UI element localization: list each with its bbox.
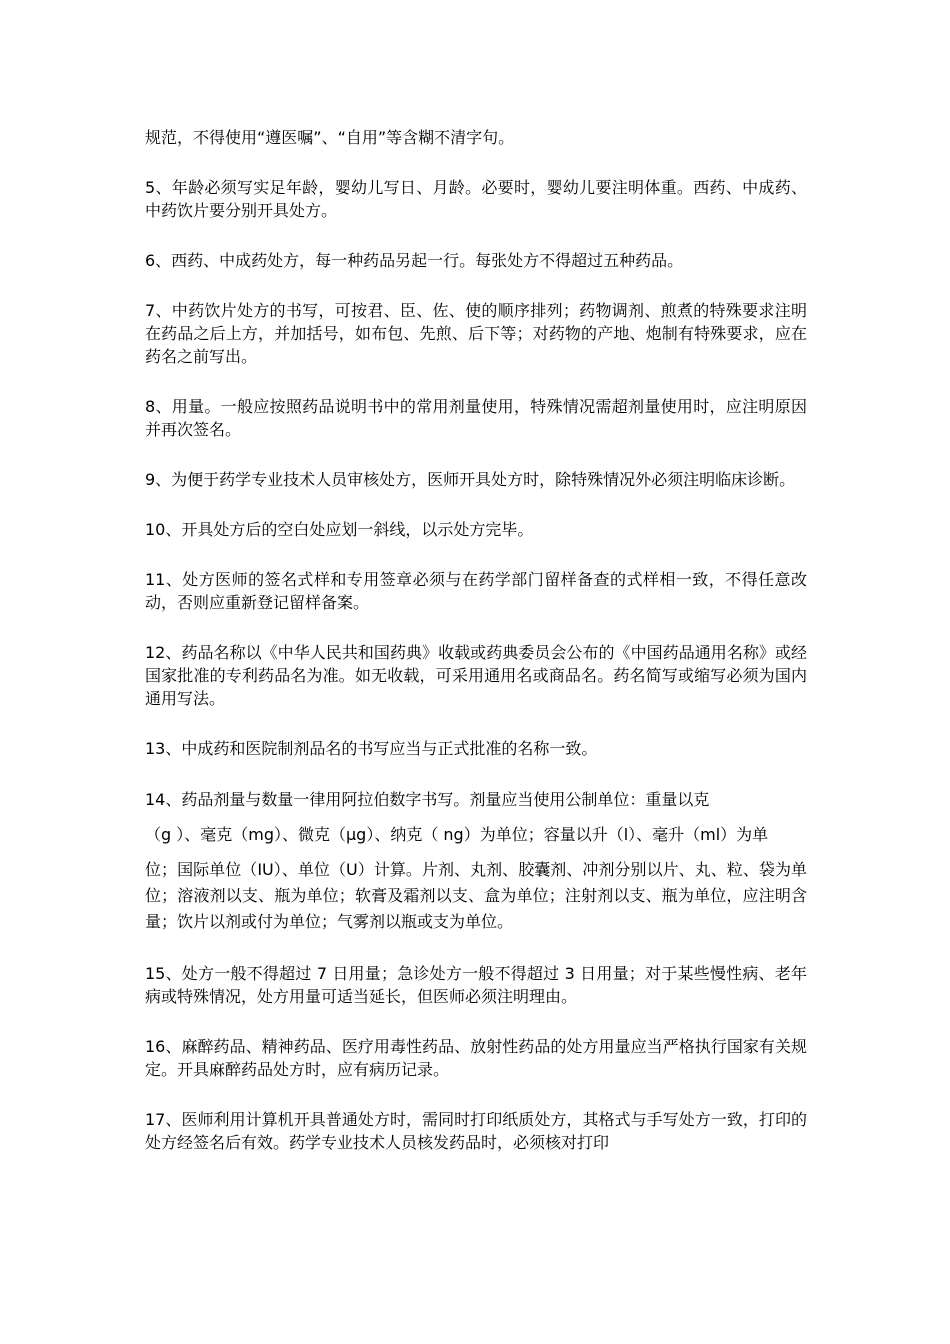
paragraph-13: 13、中成药和医院制剂品名的书写应当与正式批准的名称一致。 [145, 739, 598, 758]
paragraph-14-line-1: 14、药品剂量与数量一律用阿拉伯数字书写。剂量应当使用公制单位：重量以克 [145, 790, 710, 809]
paragraph-5: 5、年龄必须写实足年龄，婴幼儿写日、月龄。必要时，婴幼儿要注明体重。西药、中成药、中药饮片要分别开具处方。 [145, 178, 807, 220]
paragraph-14 [145, 787, 807, 935]
paragraph-10: 10、开具处方后的空白处应划一斜线，以示处方完毕。 [145, 520, 534, 539]
paragraph-14-line-2: （g ）、毫克（mg）、微克（μg）、纳克（ ng）为单位；容量以升（l）、毫升（ml）为单 [145, 825, 769, 844]
paragraph-7: 7、中药饮片处方的书写，可按君、臣、佐、使的顺序排列；药物调剂、煎煮的特殊要求注明在药品之后上方，并加括号，如布包、先煎、后下等；对药物的产地、炮制有特殊要求，应在药名之前写出。 [145, 301, 807, 366]
paragraph-15: 15、处方一般不得超过 7 日用量；急诊处方一般不得超过 3 日用量；对于某些慢性病、老年病或特殊情况，处方用量可适当延长，但医师必须注明理由。 [145, 964, 807, 1006]
paragraph-17: 17、医师利用计算机开具普通处方时，需同时打印纸质处方，其格式与手写处方一致，打印的处方经签名后有效。药学专业技术人员核发药品时，必须核对打印 [145, 1110, 807, 1152]
paragraph-12: 12、药品名称以《中华人民共和国药典》收载或药典委员会公布的《中国药品通用名称》或经国家批准的专利药品名为准。如无收载，可采用通用名或商品名。药名简写或缩写必须为国内通用写法。 [145, 643, 807, 708]
paragraph-6: 6、西药、中成药处方，每一种药品另起一行。每张处方不得超过五种药品。 [145, 251, 684, 270]
paragraph-16: 16、麻醉药品、精神药品、医疗用毒性药品、放射性药品的处方用量应当严格执行国家有关规定。开具麻醉药品处方时，应有病历记录。 [145, 1037, 807, 1079]
paragraph-14-line-3: 位；国际单位（IU）、单位（U）计算。片剂、丸剂、胶囊剂、冲剂分别以片、丸、粒、袋为单位；溶液剂以支、瓶为单位；软膏及霜剂以支、盒为单位；注射剂以支、瓶为单位，应注明含量；饮片以剂或付为单位；气雾剂以瓶或支为单位。 [145, 860, 807, 931]
paragraph-continuation: 规范，不得使用“遵医嘱”、“自用”等含糊不清字句。 [145, 128, 515, 147]
paragraph-9: 9、为便于药学专业技术人员审核处方，医师开具处方时，除特殊情况外必须注明临床诊断。 [145, 470, 796, 489]
document-page [145, 126, 807, 1181]
paragraph-11: 11、处方医师的签名式样和专用签章必须与在药学部门留样备查的式样相一致，不得任意改动，否则应重新登记留样备案。 [145, 570, 807, 612]
paragraph-8: 8、用量。一般应按照药品说明书中的常用剂量使用，特殊情况需超剂量使用时，应注明原因并再次签名。 [145, 397, 807, 439]
